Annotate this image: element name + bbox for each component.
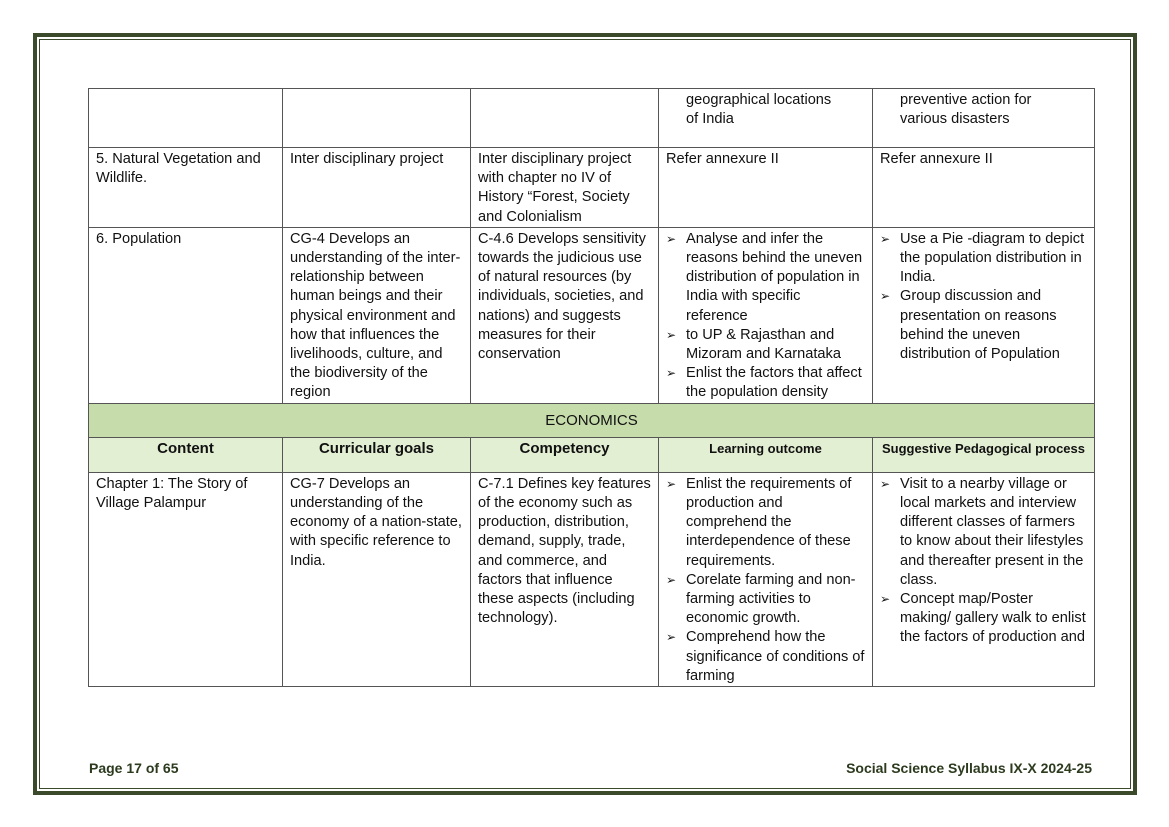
bullet-item: ➢ Use a Pie -diagram to depict the population distribution in India. — [880, 230, 1085, 286]
arrow-bullet-icon: ➢ — [666, 476, 677, 491]
bullet-item: ➢ Visit to a nearby village or local markets and interview different classes of farmers to know about their lifestyles and thereafter present in the class. — [880, 475, 1084, 588]
competency-cell: Inter disciplinary project with chapter no IV of History “Forest, Society and Colonialism — [471, 148, 659, 228]
table-cell — [471, 89, 659, 148]
curricular-goal-cell: Inter disciplinary project — [283, 148, 471, 228]
header-row — [89, 437, 1095, 472]
syllabus-table — [88, 88, 1095, 687]
header-pedagogical-process: Suggestive Pedagogical process — [873, 437, 1095, 472]
arrow-bullet-icon: ➢ — [666, 327, 677, 342]
cell-line: of India — [686, 111, 734, 128]
cell-line: preventive action for — [900, 92, 1032, 108]
competency-cell: C-7.1 Defines key features of the economy such as production, distribution, demand, supply, trade, and commerce, and factors that influence these aspects (including technology). — [471, 472, 659, 686]
arrow-bullet-icon: ➢ — [880, 289, 891, 304]
arrow-bullet-icon: ➢ — [666, 630, 677, 645]
content-cell: 6. Population — [89, 227, 283, 403]
table-cell — [283, 89, 471, 148]
table-cell — [873, 89, 1095, 148]
content-cell: Chapter 1: The Story of Village Palampur — [89, 472, 283, 686]
page-number: Page 17 of 65 — [89, 760, 179, 776]
table-row — [89, 472, 1095, 686]
header-curricular-goals: Curricular goals — [283, 437, 471, 472]
bullet-item: ➢ to UP & Rajasthan and Mizoram and Karnataka — [666, 326, 841, 363]
arrow-bullet-icon: ➢ — [880, 231, 891, 246]
learning-outcome-cell — [659, 472, 873, 686]
arrow-bullet-icon: ➢ — [666, 572, 677, 587]
bullet-item: ➢ Enlist the factors that affect the population density — [666, 365, 862, 401]
bullet-item: ➢ Concept map/Poster making/ gallery walk to enlist the factors of production and — [880, 591, 1086, 646]
table-row — [89, 89, 1095, 148]
arrow-bullet-icon: ➢ — [666, 231, 677, 246]
pedagogy-cell — [873, 227, 1095, 403]
table-row — [89, 148, 1095, 228]
table-cell — [89, 89, 283, 148]
section-title: ECONOMICS — [89, 403, 1095, 437]
table-row — [89, 227, 1095, 403]
section-row — [89, 403, 1095, 437]
cell-line: geographical locations — [686, 92, 832, 108]
bullet-item: ➢ Analyse and infer the reasons behind the uneven distribution of population in India with specific reference — [666, 230, 863, 324]
header-content: Content — [89, 437, 283, 472]
document-title: Social Science Syllabus IX-X 2024-25 — [846, 760, 1092, 776]
arrow-bullet-icon: ➢ — [666, 366, 677, 381]
table-cell — [659, 89, 873, 148]
bullet-item: ➢ Enlist the requirements of production and comprehend the interdependence of these requirements. — [666, 475, 852, 569]
bullet-item: ➢ Comprehend how the significance of conditions of farming — [666, 629, 865, 684]
arrow-bullet-icon: ➢ — [880, 476, 891, 491]
bullet-item: ➢ Corelate farming and non-farming activities to economic growth. — [666, 571, 856, 627]
curricular-goal-cell: CG-4 Develops an understanding of the inter-relationship between human beings and their physical environment and how that influences the livelihoods, culture, and the biodiversity of the region — [283, 227, 471, 403]
arrow-bullet-icon: ➢ — [880, 592, 891, 607]
header-learning-outcome: Learning outcome — [659, 437, 873, 472]
curricular-goal-cell: CG-7 Develops an understanding of the economy of a nation-state, with specific reference to India. — [283, 472, 471, 686]
bullet-item: ➢ Group discussion and presentation on reasons behind the uneven distribution of Population — [880, 288, 1060, 363]
pedagogy-cell — [873, 472, 1095, 686]
cell-line: various disasters — [900, 111, 1010, 128]
competency-cell: C-4.6 Develops sensitivity towards the judicious use of natural resources (by individuals, societies, and nations) and suggests measures for their conservation — [471, 227, 659, 403]
learning-outcome-cell: Refer annexure II — [659, 148, 873, 228]
pedagogy-cell: Refer annexure II — [873, 148, 1095, 228]
header-competency: Competency — [471, 437, 659, 472]
content-cell: 5. Natural Vegetation and Wildlife. — [89, 148, 283, 228]
learning-outcome-cell — [659, 227, 873, 403]
